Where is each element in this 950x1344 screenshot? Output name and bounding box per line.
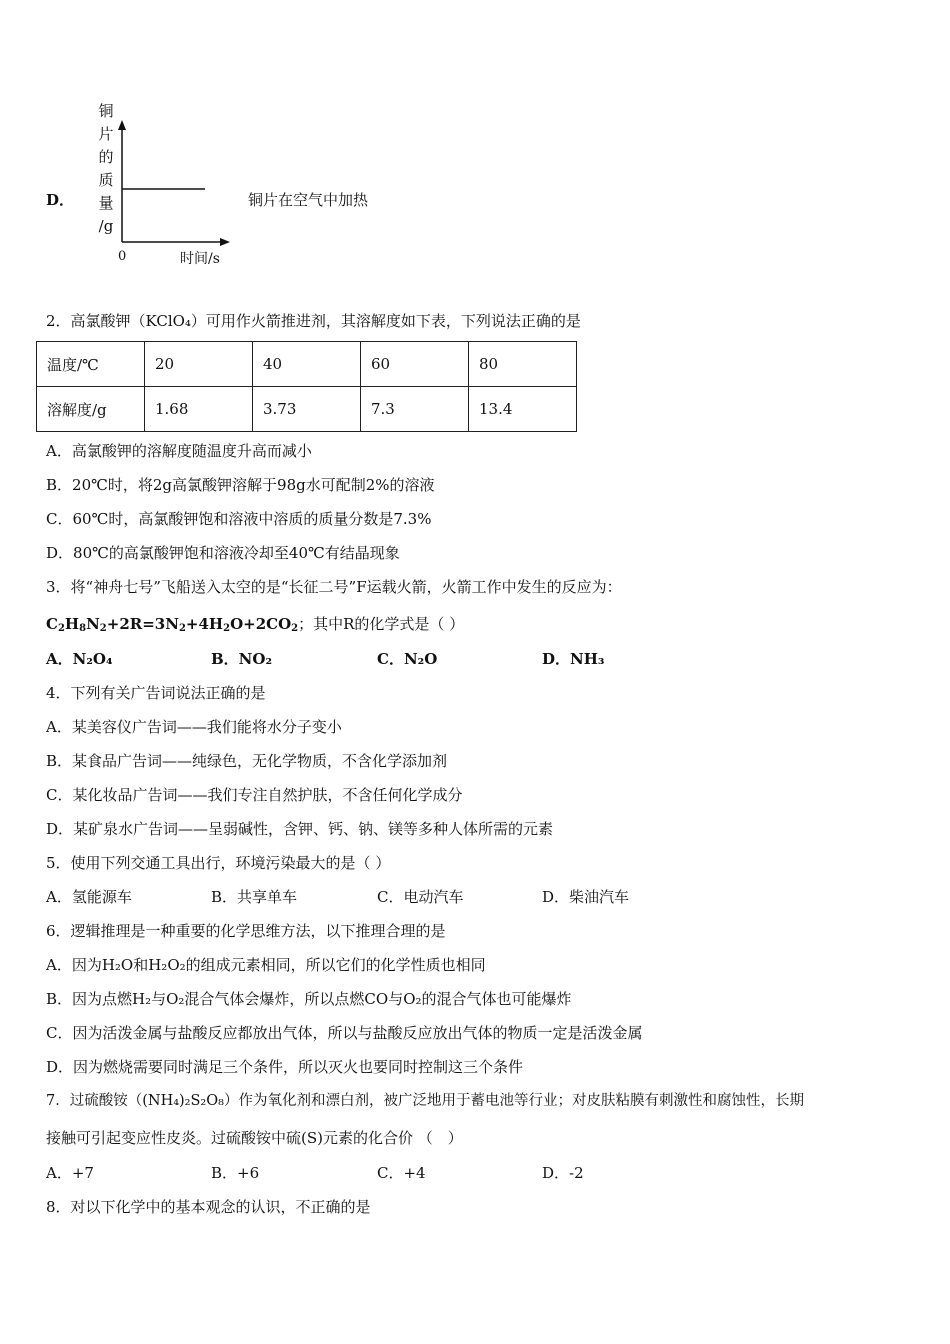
graph-origin: 0 [118, 249, 127, 264]
q2-option-c: C．60℃时，高氯酸钾饱和溶液中溶质的质量分数是7.3% [46, 510, 432, 528]
graph-ylabel-char: /g [98, 217, 114, 235]
q5-option-a: A．氢能源车 [46, 888, 132, 906]
q2-option-a: A．高氯酸钾的溶解度随温度升高而减小 [46, 442, 312, 460]
q3-reaction-formula: $C_2H_8N_2+2R=3N_2+4H_2O+2CO_2$ [46, 615, 299, 634]
q5-stem: 5．使用下列交通工具出行，环境污染最大的是（ ） [46, 854, 391, 872]
q7-stem-line2: 接触可引起变应性皮炎。过硫酸铵中硫(S)元素的化合价 （ ） [46, 1129, 463, 1147]
graph-ylabel-char: 铜 [98, 102, 114, 120]
table-cell: 60 [361, 342, 469, 387]
q1-option-d-label: D． [46, 191, 75, 209]
table-row [37, 387, 577, 432]
q3-option-c: C．N₂O [377, 650, 438, 668]
q2-stem: 2．高氯酸钾（KClO₄）可用作火箭推进剂，其溶解度如下表，下列说法正确的是 [46, 312, 581, 330]
q7-stem-line1: 7．过硫酸铵（(NH₄)₂S₂O₈）作为氧化剂和漂白剂，被广泛地用于蓄电池等行业；对皮肤粘膜有刺激性和腐蚀性，长期 [46, 1093, 804, 1109]
table-cell: 20 [145, 342, 253, 387]
q3-option-a: A．N₂O₄ [46, 650, 113, 668]
q5-option-c: C．电动汽车 [377, 888, 464, 906]
q5-option-b: B．共享单车 [211, 888, 298, 906]
table-cell: 7.3 [361, 387, 469, 432]
table-row [37, 342, 577, 387]
table-cell: 温度/℃ [37, 342, 145, 387]
q3-eq-suffix: ；其中R的化学式是（ ） [298, 615, 465, 633]
q7-option-d: D．-2 [542, 1164, 584, 1182]
q6-stem: 6．逻辑推理是一种重要的化学思维方法，以下推理合理的是 [46, 922, 446, 940]
y-axis-arrow [118, 120, 126, 130]
q2-option-d: D．80℃的高氯酸钾饱和溶液冷却至40℃有结晶现象 [46, 544, 400, 562]
graph-ylabel-char: 量 [98, 194, 114, 212]
table-cell: 40 [253, 342, 361, 387]
q3-option-d: D．NH₃ [542, 650, 605, 668]
q6-option-c: C．因为活泼金属与盐酸反应都放出气体，所以与盐酸反应放出气体的物质一定是活泼金属 [46, 1024, 643, 1042]
table-cell: 3.73 [253, 387, 361, 432]
q2-option-b: B．20℃时，将2g高氯酸钾溶解于98g水可配制2%的溶液 [46, 476, 435, 494]
q3-equation [46, 614, 464, 634]
q7-option-c: C．+4 [377, 1164, 426, 1182]
graph-ylabel-char: 的 [98, 148, 114, 166]
graph-ylabel-char: 质 [98, 171, 114, 189]
solubility-table [36, 341, 577, 432]
q8-stem: 8．对以下化学中的基本观念的认识，不正确的是 [46, 1198, 371, 1216]
q3-stem: 3．将“神舟七号”飞船送入太空的是“长征二号”F运载火箭，火箭工作中发生的反应为： [46, 578, 622, 596]
q3-option-b: B．NO₂ [211, 650, 273, 668]
graph-xlabel: 时间/s [180, 251, 220, 267]
q7-option-b: B．+6 [211, 1164, 260, 1182]
q6-option-a: A．因为H₂O和H₂O₂的组成元素相同，所以它们的化学性质也相同 [46, 956, 486, 974]
q4-option-a: A．某美容仪广告词——我们能将水分子变小 [46, 718, 342, 736]
q4-option-b: B．某食品广告词——纯绿色，无化学物质，不含化学添加剂 [46, 752, 448, 770]
q4-option-d: D．某矿泉水广告词——呈弱碱性，含钾、钙、钠、镁等多种人体所需的元素 [46, 820, 554, 838]
table-cell: 1.68 [145, 387, 253, 432]
x-axis-arrow [220, 238, 230, 246]
q4-option-c: C．某化妆品广告词——我们专注自然护肤，不含任何化学成分 [46, 786, 463, 804]
q5-option-d: D．柴油汽车 [542, 888, 630, 906]
graph-caption: 铜片在空气中加热 [248, 191, 369, 209]
copper-mass-graph [90, 98, 250, 273]
table-cell: 溶解度/g [37, 387, 145, 432]
q6-option-d: D．因为燃烧需要同时满足三个条件，所以灭火也要同时控制这三个条件 [46, 1058, 524, 1076]
table-cell: 13.4 [469, 387, 577, 432]
table-cell: 80 [469, 342, 577, 387]
graph-ylabel-char: 片 [98, 125, 114, 143]
graph-axes [90, 98, 250, 273]
q4-stem: 4．下列有关广告词说法正确的是 [46, 684, 266, 702]
q6-option-b: B．因为点燃H₂与O₂混合气体会爆炸，所以点燃CO与O₂的混合气体也可能爆炸 [46, 990, 572, 1008]
q7-option-a: A．+7 [46, 1164, 94, 1182]
